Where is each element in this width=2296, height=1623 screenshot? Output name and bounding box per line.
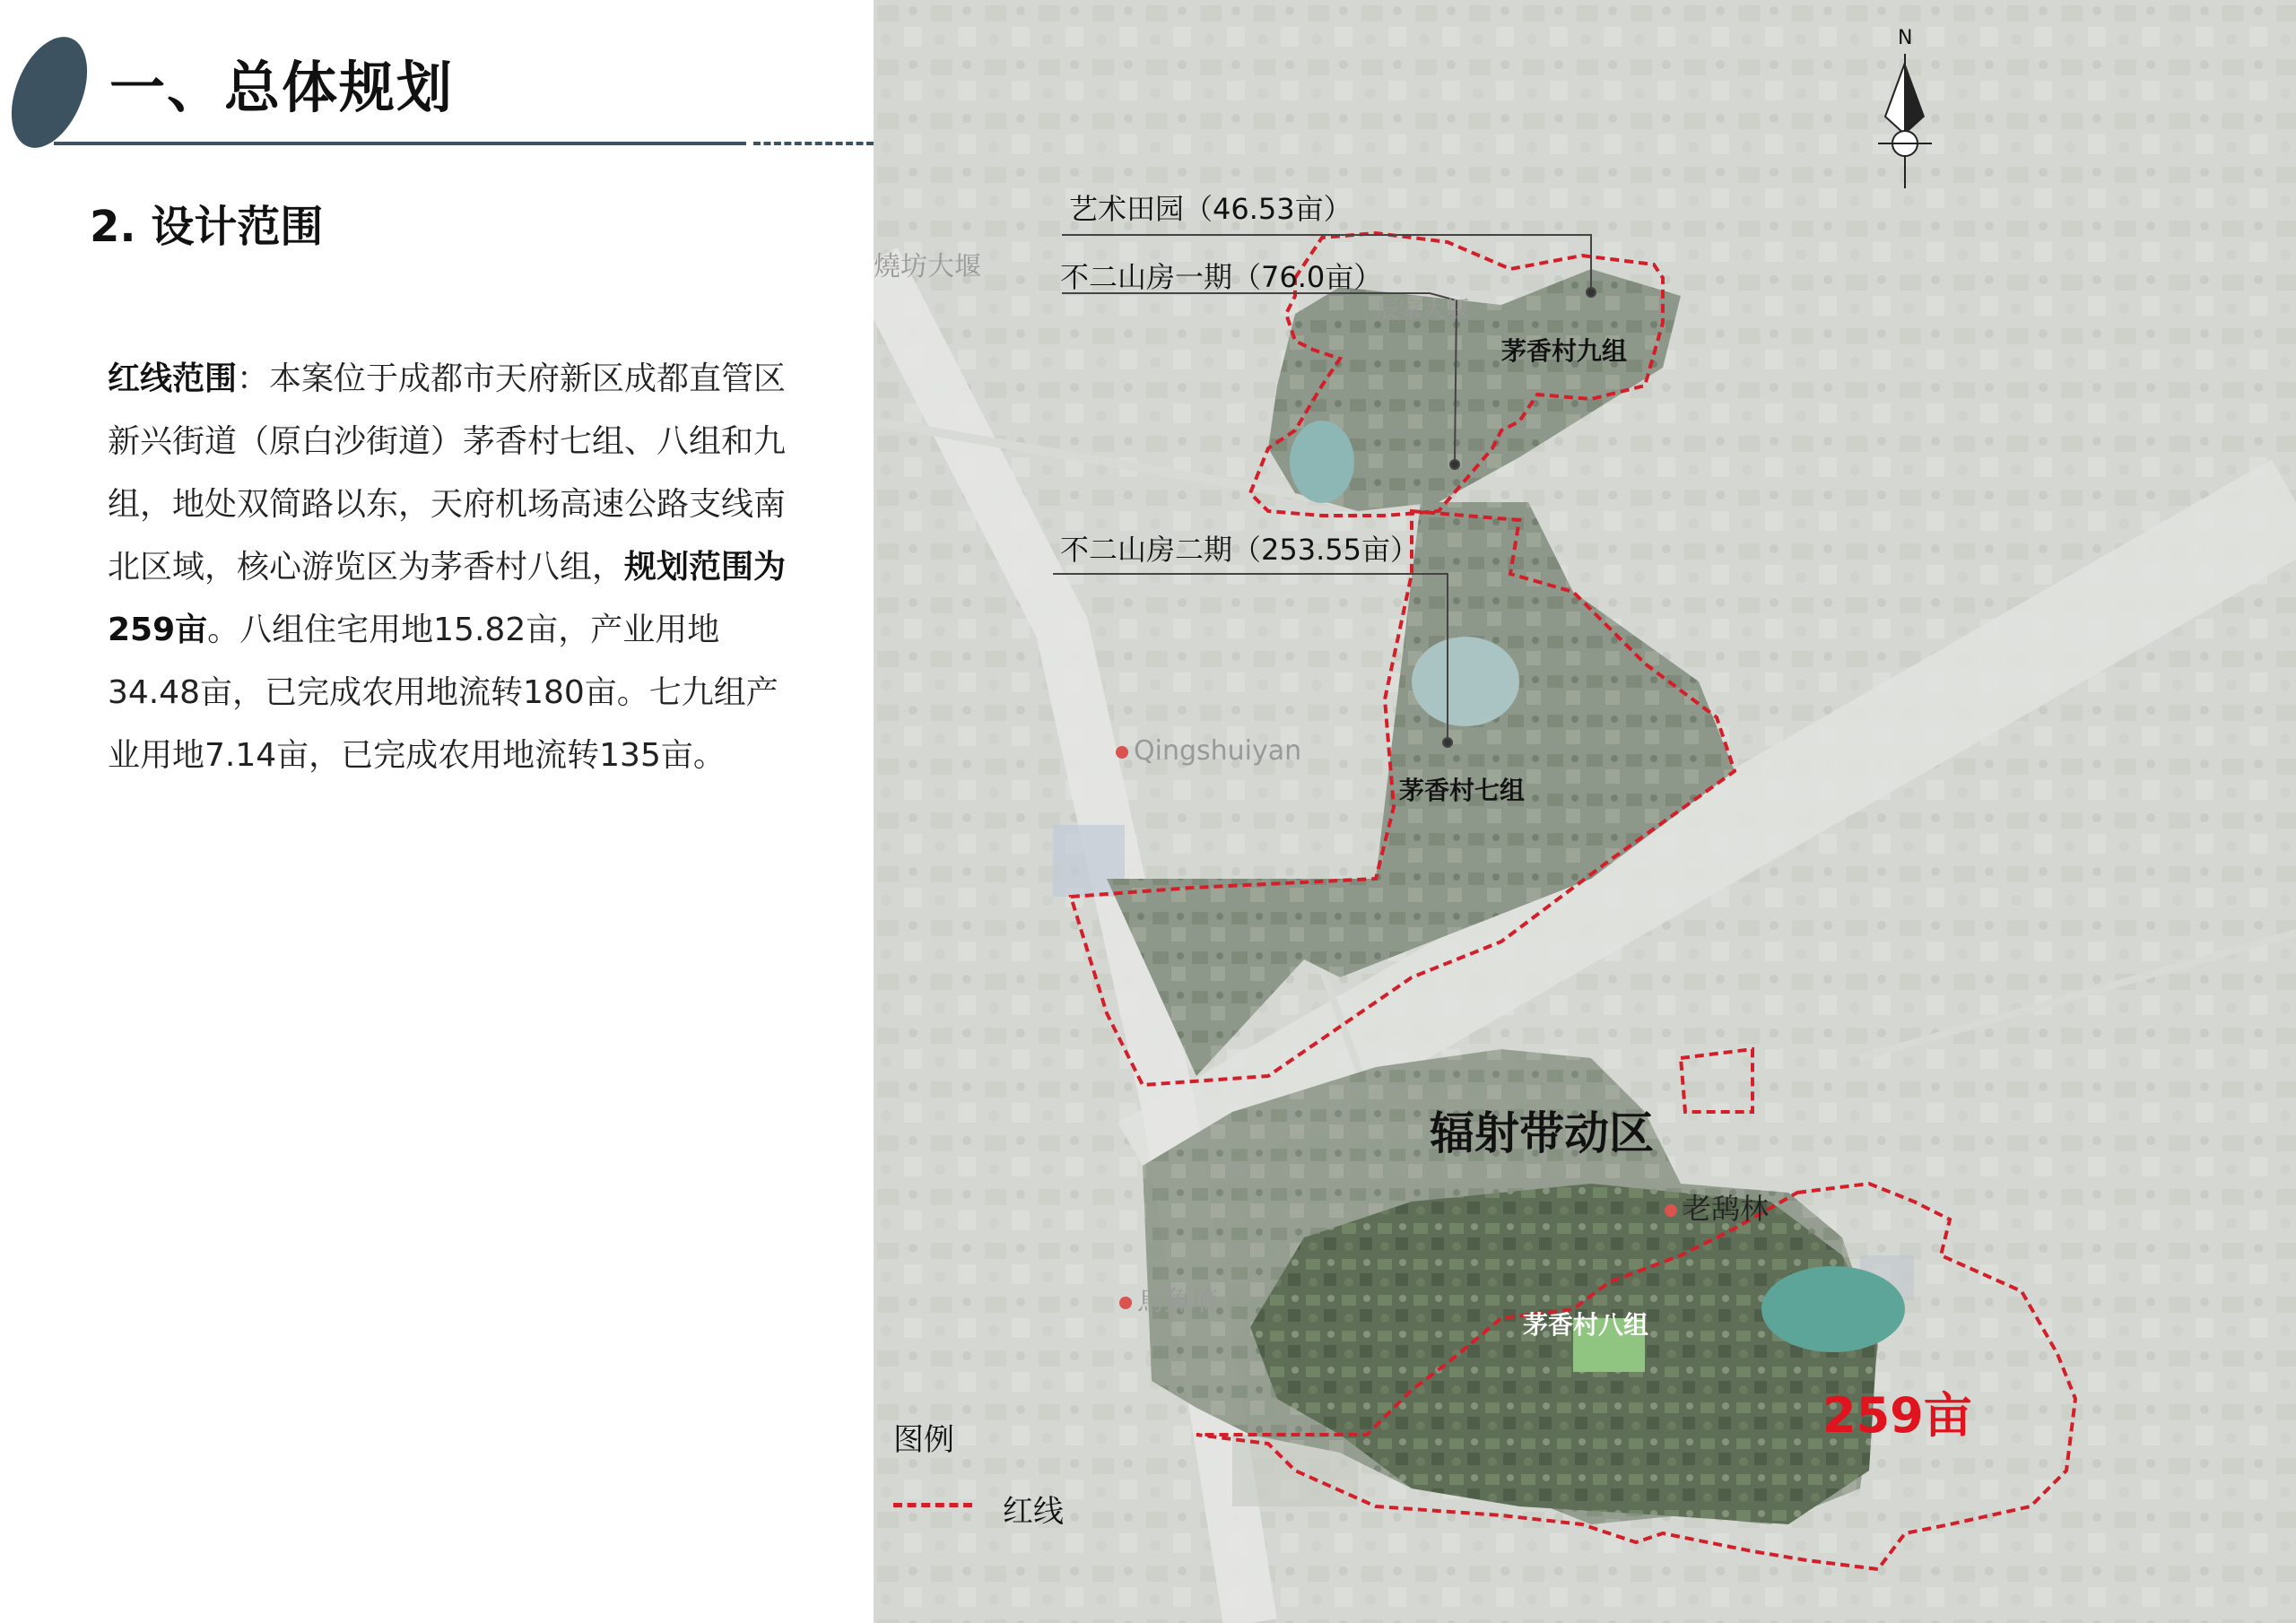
location-pin-icon bbox=[1665, 1204, 1677, 1217]
description-text-2: 。八组住宅用地15.82亩，产业用地34.48亩，已完成农用地流转180亩。七九组产业用地7.14亩，已完成农用地流转135亩。 bbox=[108, 612, 778, 774]
label-radiation-zone: 辐射带动区 bbox=[1430, 1107, 1654, 1159]
description-lead: 红线范围 bbox=[108, 360, 238, 397]
left-panel bbox=[0, 0, 874, 1623]
description-highlight: 规划范围为259亩 bbox=[108, 549, 787, 648]
description-text-1: ：本案位于成都市天府新区成都直管区新兴街道（原白沙街道）茅香村七组、八组和九组，地处双简路以东，天府机场高速公路支线南北区域，核心游览区为茅香村八组， bbox=[108, 360, 787, 586]
place-laoguanlin bbox=[1665, 1186, 1769, 1228]
place-laoguanlin-label: 老鸹林 bbox=[1683, 1192, 1770, 1226]
place-shaofang: 燒坊大堰 bbox=[874, 251, 981, 282]
label-group-eight: 茅香村八组 bbox=[1523, 1310, 1649, 1340]
callout-phase-two: 不二山房二期（253.55亩） bbox=[1060, 533, 1419, 567]
label-group-seven: 茅香村七组 bbox=[1399, 776, 1526, 805]
title-underline bbox=[54, 142, 746, 145]
place-wuyuwan-label: 烏魚墒 bbox=[1137, 1286, 1218, 1317]
location-pin-icon bbox=[1119, 1297, 1132, 1309]
map-canvas bbox=[874, 0, 2296, 1623]
pond bbox=[1761, 1266, 1905, 1352]
label-group-nine: 茅香村九组 bbox=[1501, 336, 1628, 366]
callout-art-field: 艺术田园（46.53亩） bbox=[1069, 192, 1352, 226]
place-dayan: 辰家大堰 bbox=[1376, 297, 1470, 324]
section-title: 2. 设计范围 bbox=[90, 202, 324, 252]
page-title: 一、总体规划 bbox=[109, 55, 455, 120]
pond bbox=[1290, 421, 1354, 503]
title-decoration-shape bbox=[0, 26, 102, 159]
location-pin-icon bbox=[1116, 746, 1128, 759]
legend-redline-swatch bbox=[893, 1503, 972, 1507]
site-map bbox=[874, 0, 2296, 1623]
legend-redline-label: 红线 bbox=[1003, 1494, 1064, 1530]
place-wuyuwan bbox=[1119, 1279, 1218, 1318]
label-area-total: 259亩 bbox=[1822, 1387, 1972, 1444]
pond bbox=[1412, 637, 1519, 726]
north-label: N bbox=[1898, 27, 1913, 49]
legend-title: 图例 bbox=[893, 1422, 954, 1458]
place-qingshuiyan bbox=[1116, 735, 1301, 767]
title-dashed-line bbox=[753, 142, 874, 145]
description-paragraph bbox=[108, 348, 807, 787]
place-qingshuiyan-label: Qingshuiyan bbox=[1134, 735, 1302, 767]
callout-phase-one: 不二山房一期（76.0亩） bbox=[1060, 260, 1383, 294]
